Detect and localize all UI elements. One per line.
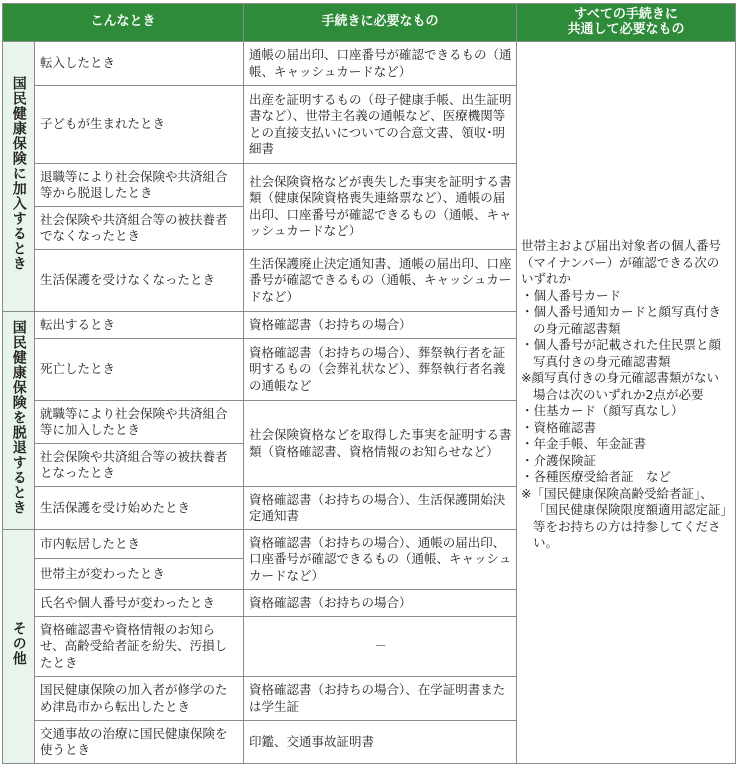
common-note: ※「国民健康保険高齢受給者証」、「国民健康保険限度額適用認定証」等をお持ちの方は持参してください。 xyxy=(521,485,727,550)
case-cell: 社会保険や共済組合等の被扶養者となったとき xyxy=(35,444,244,487)
common-note: ※顔写真付きの身元確認書類がない場合は次のいずれか2点が必要 xyxy=(521,370,719,402)
procedures-table xyxy=(2,3,736,764)
case-cell: 市内転居したとき xyxy=(35,530,244,559)
category-other-label: その他 xyxy=(10,621,27,667)
common-bullet: ・個人番号通知カードと顔写真付きの身元確認書類 xyxy=(521,304,722,336)
requirement-cell: 生活保護廃止決定通知書、通帳の届出印、口座番号が確認できるもの（通帳、キャッシュカードなど） xyxy=(244,250,517,312)
header-row xyxy=(3,4,736,42)
header-common-line2: 共通して必要なもの xyxy=(567,21,685,37)
procedures-table-wrapper xyxy=(2,3,735,764)
common-requirements xyxy=(517,42,736,764)
header-common-items xyxy=(517,4,736,42)
requirement-cell: 資格確認書（お持ちの場合）、通帳の届出印、口座番号が確認できるもの（通帳、キャッシュカードなど） xyxy=(244,530,517,590)
common-bullet: ・住基カード（顔写真なし） xyxy=(521,403,684,418)
category-join-label: 国民健康保険に加入するとき xyxy=(10,76,27,272)
requirement-cell: 資格確認書（お持ちの場合） xyxy=(244,590,517,617)
common-bullet: ・個人番号カード xyxy=(521,287,622,303)
common-bullet: ・資格確認書 xyxy=(521,419,597,435)
requirement-cell: 資格確認書（お持ちの場合）、在学証明書または学生証 xyxy=(244,677,517,721)
case-cell: 転入したとき xyxy=(35,42,244,86)
case-cell: 子どもが生まれたとき xyxy=(35,86,244,164)
common-intro: 世帯主および届出対象者の個人番号（マイナンバー）が確認できる次のいずれか xyxy=(521,238,722,286)
requirement-cell: 印鑑、交通事故証明書 xyxy=(244,721,517,764)
case-cell: 資格確認書や資格情報のお知らせ、高齢受給者証を紛失、汚損したとき xyxy=(35,617,244,677)
case-cell: 生活保護を受けなくなったとき xyxy=(35,250,244,312)
case-cell: 死亡したとき xyxy=(35,339,244,401)
requirement-cell: 資格確認書（お持ちの場合）、生活保護開始決定通知書 xyxy=(244,487,517,530)
requirement-cell: 出産を証明するもの（母子健康手帳、出生証明書など）、世帯主名義の通帳など、医療機関等との直接支払いについての合意文書、領収･明細書 xyxy=(244,86,517,164)
case-cell: 氏名や個人番号が変わったとき xyxy=(35,590,244,617)
case-cell: 就職等により社会保険や共済組合等に加入したとき xyxy=(35,401,244,444)
common-bullet: ・各種医療受給者証 など xyxy=(521,469,672,484)
common-bullet: ・個人番号が記載された住民票と顔写真付きの身元確認書類 xyxy=(521,337,722,369)
requirement-cell: － xyxy=(244,617,517,677)
header-common-line1: すべての手続きに xyxy=(574,6,678,22)
case-cell: 生活保護を受け始めたとき xyxy=(35,487,244,530)
requirement-cell: 社会保険資格などを取得した事実を証明する書類（資格確認書、資格情報のお知らせなど） xyxy=(244,401,517,487)
header-required-items: 手続きに必要なもの xyxy=(244,4,517,42)
category-leave-label: 国民健康保険を脱退するとき xyxy=(10,320,27,516)
header-situation: こんなとき xyxy=(3,4,244,42)
case-cell: 交通事故の治療に国民健康保険を使うとき xyxy=(35,721,244,764)
table-row xyxy=(3,42,736,86)
requirement-cell: 資格確認書（お持ちの場合）、葬祭執行者を証明するもの（会葬礼状など）、葬祭執行者名義の通帳など xyxy=(244,339,517,401)
category-join xyxy=(3,42,35,312)
case-cell: 国民健康保険の加入者が修学のため津島市から転出したとき xyxy=(35,677,244,721)
category-leave xyxy=(3,312,35,530)
requirement-cell: 社会保険資格などが喪失した事実を証明する書類（健康保険資格喪失連絡票など）、通帳の届出印、口座番号が確認できるもの（通帳、キャッシュカードなど） xyxy=(244,164,517,250)
category-other xyxy=(3,530,35,764)
common-bullet: ・年金手帳、年金証書 xyxy=(521,436,647,451)
common-bullet: ・介護保険証 xyxy=(521,452,597,468)
requirement-cell: 資格確認書（お持ちの場合） xyxy=(244,312,517,339)
case-cell: 世帯主が変わったとき xyxy=(35,559,244,590)
case-cell: 転出するとき xyxy=(35,312,244,339)
case-cell: 退職等により社会保険や共済組合等から脱退したとき xyxy=(35,164,244,207)
case-cell: 社会保険や共済組合等の被扶養者でなくなったとき xyxy=(35,207,244,250)
requirement-cell: 通帳の届出印、口座番号が確認できるもの（通帳、キャッシュカードなど） xyxy=(244,42,517,86)
